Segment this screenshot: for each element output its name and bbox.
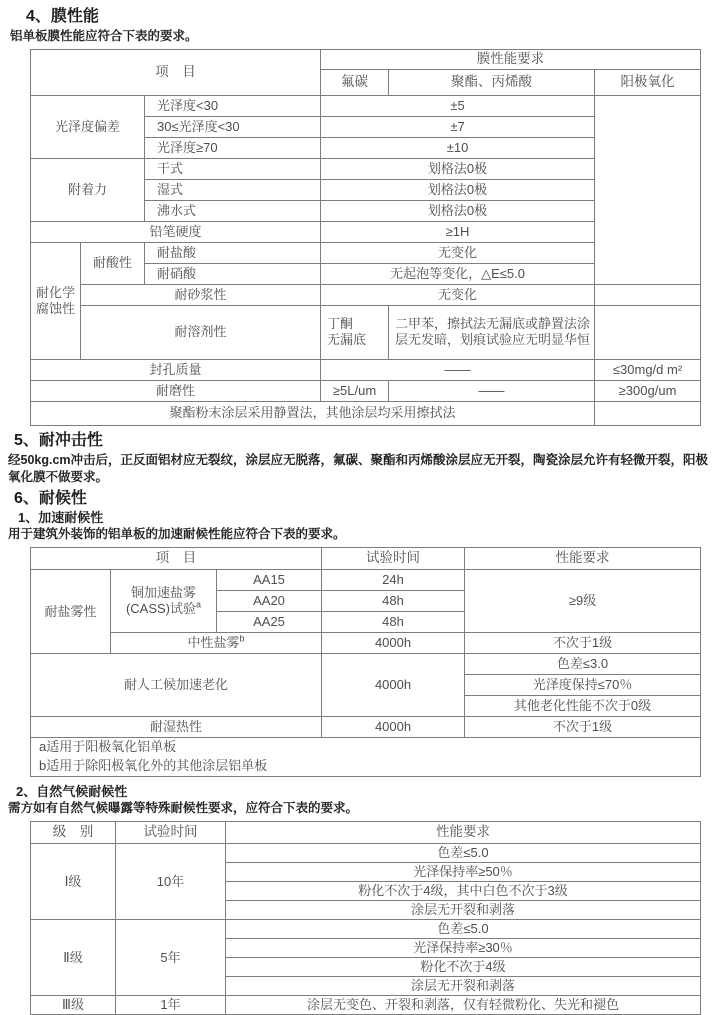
t2-damp-heat-key: 耐湿热性 [31,716,322,737]
t2-aging-req3: 其他老化性能不次于0级 [465,695,701,716]
t2-aa15-key: AA15 [217,569,322,590]
t1-pencil-hardness-value: ≥1H [321,221,595,242]
t1-solvent-anodized-empty [595,305,701,359]
t1-adhesion-label: 附着力 [31,158,145,221]
t1-adhesion-row3-value: 划格法0极 [321,200,595,221]
t1-header-anodized: 阳极氧化 [595,69,701,95]
t2-neutral-footnote-mark: b [239,633,245,644]
t1-mortar-value: 无变化 [321,284,595,305]
natural-weathering-table [30,821,701,1015]
t1-abrasion-anodized-value: ≥300g/um [595,380,701,401]
t2-cass-label [111,569,217,632]
section6-sub2-heading: 2、自然气候耐候性 [16,783,128,799]
section4-intro: 铝单板膜性能应符合下表的要求。 [10,29,198,43]
section6-heading: 6、耐候性 [14,489,87,507]
t1-adhesion-row3-key: 沸水式 [145,200,321,221]
t1-abrasion-polyester-value: —— [389,380,595,401]
t1-gloss-row1-key: 光泽度<30 [145,95,321,116]
t3-grade2-req2: 光泽保持率≥30％ [226,938,701,957]
t2-aa25-time: 48h [322,611,465,632]
t3-grade3-label: Ⅲ级 [31,995,116,1014]
t2-damp-heat-time: 4000h [322,716,465,737]
film-performance-table [30,49,701,426]
t2-neutral-salt-time: 4000h [322,632,465,653]
t1-solvent-fc-line1: 丁酮 [327,315,354,331]
section6-sub1-heading: 1、加速耐候性 [18,509,104,525]
t1-abrasion-key: 耐磨性 [31,380,321,401]
t1-solvent-fc-line2: 无漏底 [327,332,367,347]
t1-header-group: 膜性能要求 [321,49,701,69]
t2-cass-requirement: ≥9级 [465,569,701,632]
t3-grade1-req2: 光泽保持率≥50％ [226,862,701,881]
section6-sub2-intro: 需方如有自然气候曝露等特殊耐候性要求，应符合下表的要求。 [8,801,359,816]
t1-footer-anodized-empty [595,401,701,425]
document-page [0,7,720,1013]
t1-header-item: 项 目 [31,49,321,95]
t2-artificial-aging-key: 耐人工候加速老化 [31,653,322,716]
t2-artificial-aging-time: 4000h [322,653,465,716]
t1-mortar-anodized-empty [595,284,701,305]
t1-adhesion-row1-key: 干式 [145,158,321,179]
t3-grade1-req3: 粉化不次于4级，其中白色不次于3级 [226,881,701,900]
accelerated-weathering-table [30,547,701,777]
t1-header-fluorocarbon: 氟碳 [321,69,389,95]
t1-header-polyester-acrylic: 聚酯、丙烯酸 [389,69,595,95]
t2-header-test-time: 试验时间 [322,547,465,569]
t3-header-requirement: 性能要求 [226,821,701,843]
t3-grade1-time: 10年 [116,843,226,919]
t3-grade2-req3: 粉化不次于4级 [226,957,701,976]
t1-acid-row2-key: 耐硝酸 [145,263,321,284]
t2-footnote-b: b适用于除阳极氧化外的其他涂层铝单板 [39,757,268,773]
t1-solvent-fluorocarbon-value [321,305,389,359]
t2-header-item: 项 目 [31,547,322,569]
t1-gloss-row3-key: 光泽度≥70 [145,137,321,158]
t3-grade1-label: Ⅰ级 [31,843,116,919]
t1-acid-row1-value: 无变化 [321,242,595,263]
t3-grade3-req1: 涂层无变色、开裂和剥落，仅有轻微粉化、失光和褪色 [226,995,701,1014]
t1-gloss-row3-value: ±10 [321,137,595,158]
t2-neutral-salt-requirement: 不次于1级 [465,632,701,653]
t1-acid-row2-value: 无起泡等变化，△E≤5.0 [321,263,595,284]
t1-sealing-key: 封孔质量 [31,359,321,380]
t1-solvent-key: 耐溶剂性 [81,305,321,359]
t2-aging-req2: 光泽度保持≤70％ [465,674,701,695]
t2-footnote-a: a适用于阳极氧化铝单板 [39,738,177,754]
t2-header-requirement: 性能要求 [465,547,701,569]
t2-cass-line2: (CASS)试验$^a$ [125,599,202,616]
t1-adhesion-row1-value: 划格法0极 [321,158,595,179]
t3-grade2-label: Ⅱ级 [31,919,116,995]
t1-mortar-key: 耐砂浆性 [81,284,321,305]
t1-anodized-empty-cell [595,95,701,284]
t2-footnotes-cell [31,737,701,776]
t3-grade1-req1: 色差≤5.0 [226,843,701,862]
t2-cass-line1: 铜加速盐雾 [130,585,196,601]
t1-solvent-polyester-value: 二甲苯，擦拭法无漏底或静置法涂层无发暗，划痕试验应无明显华恒 [389,305,595,359]
t1-gloss-row1-value: ±5 [321,95,595,116]
t1-sealing-anodized-value: ≤30mg/d m² [595,359,701,380]
t1-gloss-row2-value: ±7 [321,116,595,137]
section6-sub1-intro: 用于建筑外装饰的铝单板的加速耐候性能应符合下表的要求。 [8,527,346,542]
t2-cass-footnote-mark: a [196,599,202,610]
t3-header-grade: 级 别 [31,821,116,843]
t2-neutral-salt-key: 中性盐雾$^b$ [111,632,322,653]
t3-grade3-time: 1年 [116,995,226,1014]
t2-aa20-time: 48h [322,590,465,611]
section4-heading: 4、膜性能 [26,8,99,25]
t3-grade2-time: 5年 [116,919,226,995]
t2-aa25-key: AA25 [217,611,322,632]
t3-header-test-time: 试验时间 [116,821,226,843]
t3-grade2-req1: 色差≤5.0 [226,919,701,938]
t3-grade2-req4: 涂层无开裂和剥落 [226,976,701,995]
t1-adhesion-row2-key: 湿式 [145,179,321,200]
t2-aa15-time: 24h [322,569,465,590]
t2-salt-spray-label: 耐盐雾性 [31,569,111,653]
t1-adhesion-row2-value: 划格法0极 [321,179,595,200]
t1-sealing-value: —— [321,359,595,380]
t1-acid-row1-key: 耐盐酸 [145,242,321,263]
t1-acid-resistance-label: 耐酸性 [81,242,145,284]
t1-abrasion-fluorocarbon-value: ≥5L/um [321,380,389,401]
t3-grade1-req4: 涂层无开裂和剥落 [226,900,701,919]
t2-damp-heat-requirement: 不次于1级 [465,716,701,737]
t1-gloss-row2-key: 30≤光泽度<30 [145,116,321,137]
t2-aging-req1: 色差≤3.0 [465,653,701,674]
t1-chemical-corrosion-label: 耐化学腐蚀性 [31,242,81,359]
t1-gloss-label: 光泽度偏差 [31,95,145,158]
section5-heading: 5、耐冲击性 [14,431,103,449]
t1-pencil-hardness-key: 铅笔硬度 [31,221,321,242]
t1-footer-note: 聚酯粉末涂层采用静置法，其他涂层均采用擦拭法 [31,401,595,425]
section5-body: 经50kg.cm冲击后，正反面铝材应无裂纹，涂层应无脱落，氟碳、聚酯和丙烯酸涂层应无开裂，陶瓷涂层允许有轻微开裂，阳极氧化膜不做要求。 [8,452,709,484]
t2-aa20-key: AA20 [217,590,322,611]
